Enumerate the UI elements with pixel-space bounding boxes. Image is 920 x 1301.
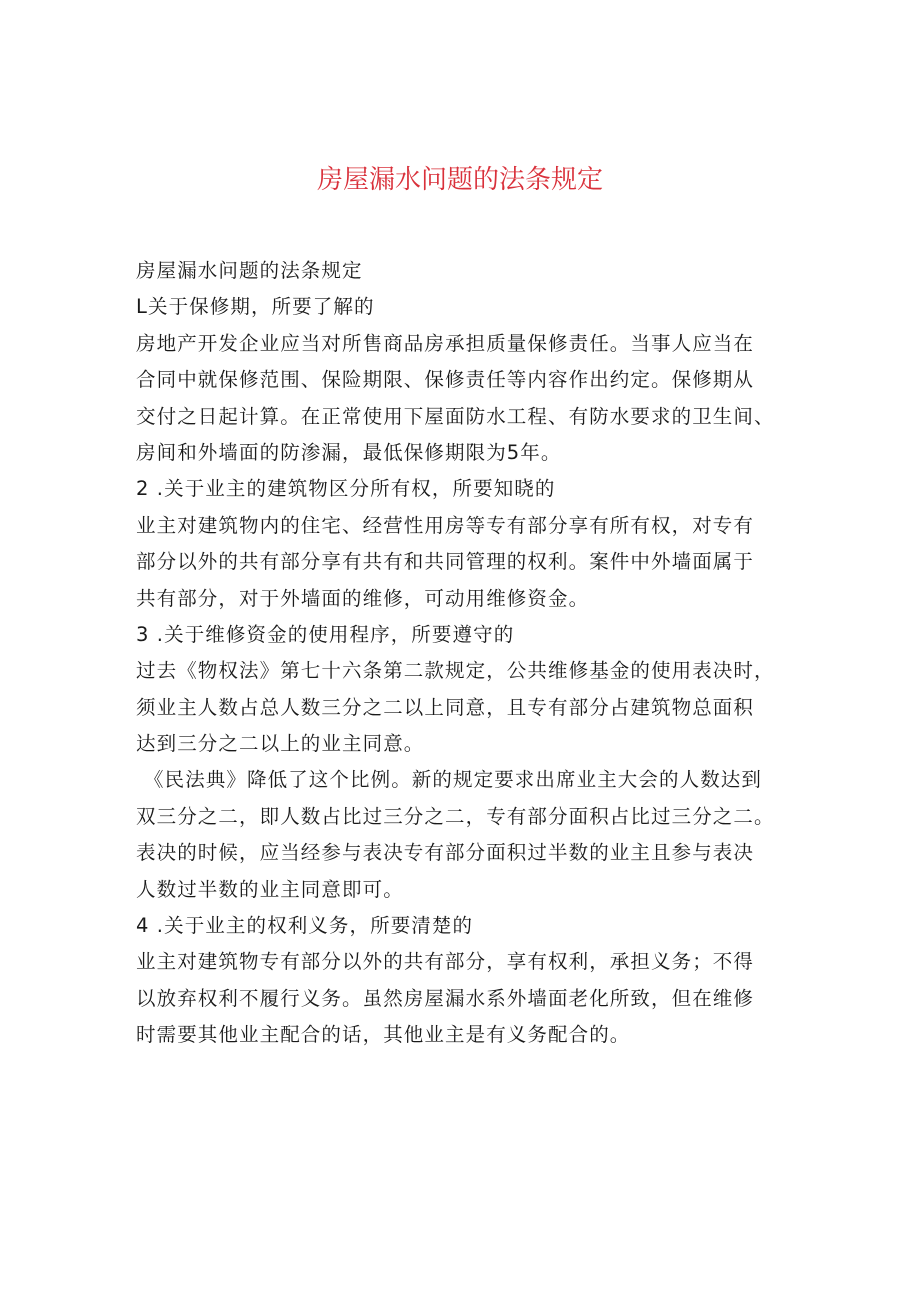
paragraph-line: 过去《物权法》第七十六条第二款规定，公共维修基金的使用表决时， xyxy=(136,659,775,683)
paragraph-line: 共有部分，对于外墙面的维修，可动用维修资金。 xyxy=(136,586,590,610)
paragraph-line: 业主对建筑物内的住宅、经营性用房等专有部分享有所有权，对专有 xyxy=(136,513,755,537)
paragraph-line: 部分以外的共有部分享有共有和共同管理的权利。案件中外墙面属于 xyxy=(136,550,755,574)
paragraph-line: 《民法典》降低了这个比例。新的规定要求出席业主大会的人数达到 xyxy=(144,768,763,792)
document-title: 房屋漏水问题的法条规定 xyxy=(316,165,603,195)
section-1-heading: L关于保修期，所要了解的 xyxy=(136,295,375,319)
paragraph-line: 表决的时候，应当经参与表决专有部分面积过半数的业主且参与表决 xyxy=(136,841,755,865)
paragraph-line: 人数过半数的业主同意即可。 xyxy=(136,877,404,901)
paragraph-line: 房间和外墙面的防渗漏，最低保修期限为5年。 xyxy=(136,440,562,464)
paragraph-line: 双三分之二，即人数占比过三分之二，专有部分面积占比过三分之二。 xyxy=(136,804,775,828)
section-3-heading: 3 .关于维修资金的使用程序，所要遵守的 xyxy=(136,622,515,646)
paragraph-line: 须业主人数占总人数三分之二以上同意，且专有部分占建筑物总面积 xyxy=(136,695,755,719)
document-body xyxy=(136,253,801,1054)
paragraph-line: 合同中就保修范围、保险期限、保修责任等内容作出约定。保修期从 xyxy=(136,368,755,392)
paragraph-line: 房地产开发企业应当对所售商品房承担质量保修责任。当事人应当在 xyxy=(136,331,755,355)
paragraph-line: 业主对建筑物专有部分以外的共有部分，享有权利，承担义务；不得 xyxy=(136,950,755,974)
subtitle-line: 房屋漏水问题的法条规定 xyxy=(136,259,363,282)
paragraph-line: 时需要其他业主配合的话，其他业主是有义务配合的。 xyxy=(136,1023,631,1047)
section-2-heading: 2 .关于业主的建筑物区分所有权，所要知晓的 xyxy=(136,477,556,501)
paragraph-line: 达到三分之二以上的业主同意。 xyxy=(136,732,425,756)
paragraph-line: 以放弃权利不履行义务。虽然房屋漏水系外墙面老化所致，但在维修 xyxy=(136,986,755,1010)
section-4-heading: 4 .关于业主的权利义务，所要清楚的 xyxy=(136,914,474,938)
paragraph-line: 交付之日起计算。在正常使用下屋面防水工程、有防水要求的卫生间、 xyxy=(136,404,775,428)
